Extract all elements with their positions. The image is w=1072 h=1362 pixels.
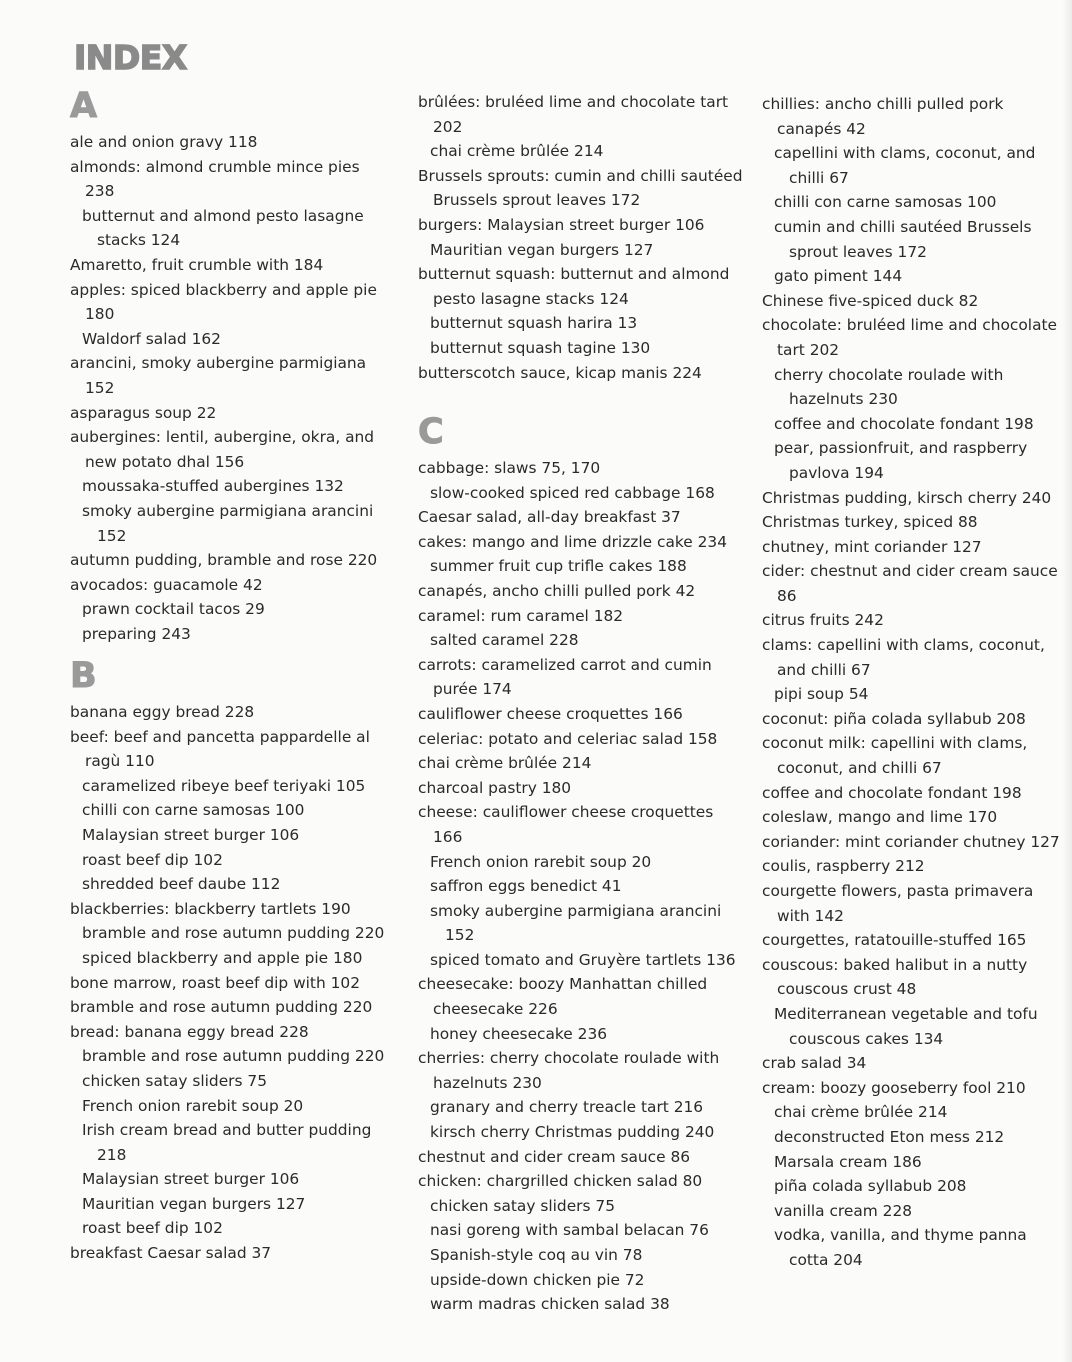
entry-list-a [62, 130, 392, 646]
index-subentry: slow-cooked spiced red cabbage 168 [430, 483, 715, 502]
letter-heading-b: B [70, 656, 97, 696]
entry-list-c [410, 456, 745, 1317]
index-subentry: capellini with clams, coconut, and chilli 67 [774, 144, 1036, 187]
continued-section-c [754, 92, 1068, 1273]
index-entry: cherries: cherry chocolate roulade with hazelnuts 230 [418, 1049, 720, 1092]
index-entry: beef: beef and pancetta pappardelle al ragù 110 [70, 727, 370, 771]
index-entry: couscous: baked halibut in a nutty couscous crust 48 [762, 955, 1028, 999]
index-subentry: deconstructed Eton mess 212 [774, 1127, 1005, 1146]
letter-section-a [62, 82, 392, 646]
index-subentry: bramble and rose autumn pudding 220 [82, 1047, 385, 1066]
index-entry: coconut: piña colada syllabub 208 [762, 709, 1026, 728]
index-subentry: coffee and chocolate fondant 198 [774, 414, 1034, 433]
index-subentry: cherry chocolate roulade with hazelnuts 230 [774, 365, 1004, 409]
index-subentry: salted caramel 228 [430, 631, 579, 650]
index-entry: brûlées: bruléed lime and chocolate tart 202 [418, 93, 729, 136]
index-subentry: chai crème brûlée 214 [774, 1103, 948, 1122]
index-subentry: chicken satay sliders 75 [82, 1071, 267, 1090]
index-entry: coleslaw, mango and lime 170 [762, 808, 998, 827]
index-entry: almonds: almond crumble mince pies 238 [70, 157, 360, 201]
index-entry: butternut squash: butternut and almond pesto lasagne stacks 124 [418, 265, 730, 308]
index-subentry: prawn cocktail tacos 29 [82, 600, 265, 619]
letter-heading-c: C [418, 412, 444, 452]
index-entry: Amaretto, fruit crumble with 184 [70, 255, 324, 274]
index-entry: cider: chestnut and cider cream sauce 86 [762, 562, 1058, 605]
index-entry: chocolate: bruléed lime and chocolate tart 202 [762, 316, 1057, 359]
index-entry: chillies: ancho chilli pulled pork canapés 42 [762, 95, 1004, 138]
index-subentry: preparing 243 [82, 624, 191, 643]
index-entry: bone marrow, roast beef dip with 102 [70, 973, 360, 992]
index-subentry: chicken satay sliders 75 [430, 1196, 615, 1215]
index-subentry: bramble and rose autumn pudding 220 [82, 924, 385, 943]
index-entry: Chinese five-spiced duck 82 [762, 291, 979, 310]
index-subentry: cumin and chilli sautéed Brussels sprout leaves 172 [774, 217, 1032, 261]
index-subentry: smoky aubergine parmigiana arancini 152 [430, 901, 722, 945]
page-title: INDEX [74, 38, 187, 77]
index-entry: asparagus soup 22 [70, 403, 217, 422]
continued-section-b [410, 90, 745, 385]
index-entry: celeriac: potato and celeriac salad 158 [418, 729, 718, 748]
index-entry: butterscotch sauce, kicap manis 224 [418, 363, 702, 382]
index-entry: caramel: rum caramel 182 [418, 606, 624, 625]
index-subentry: vodka, vanilla, and thyme panna cotta 204 [774, 1226, 1027, 1269]
index-entry: coffee and chocolate fondant 198 [762, 783, 1022, 802]
index-subentry: Malaysian street burger 106 [82, 1170, 300, 1189]
index-subentry: smoky aubergine parmigiana arancini 152 [82, 501, 374, 545]
index-subentry: nasi goreng with sambal belacan 76 [430, 1221, 709, 1240]
index-subentry: summer fruit cup trifle cakes 188 [430, 557, 687, 576]
index-entry: blackberries: blackberry tartlets 190 [70, 899, 351, 918]
index-entry: Christmas turkey, spiced 88 [762, 513, 978, 532]
index-entry: bramble and rose autumn pudding 220 [70, 998, 373, 1017]
index-entry: breakfast Caesar salad 37 [70, 1244, 272, 1263]
index-subentry: spiced tomato and Gruyère tartlets 136 [430, 950, 736, 969]
index-subentry: roast beef dip 102 [82, 850, 223, 869]
index-entry: chutney, mint coriander 127 [762, 537, 982, 556]
index-entry: crab salad 34 [762, 1054, 867, 1073]
index-subentry: honey cheesecake 236 [430, 1024, 608, 1043]
index-subentry: piña colada syllabub 208 [774, 1177, 967, 1196]
index-entry: cabbage: slaws 75, 170 [418, 459, 601, 477]
index-subentry: caramelized ribeye beef teriyaki 105 [82, 776, 366, 795]
index-subentry: French onion rarebit soup 20 [430, 852, 652, 871]
index-subentry: Mauritian vegan burgers 127 [430, 240, 654, 259]
index-entry: burgers: Malaysian street burger 106 [418, 215, 705, 234]
index-entry: apples: spiced blackberry and apple pie 180 [70, 280, 377, 324]
index-entry: coriander: mint coriander chutney 127 [762, 832, 1060, 851]
index-subentry: roast beef dip 102 [82, 1219, 223, 1238]
entry-list-b [62, 700, 392, 1266]
index-subentry: Waldorf salad 162 [82, 329, 221, 348]
index-entry: cream: boozy gooseberry fool 210 [762, 1078, 1026, 1097]
index-subentry: Spanish-style coq au vin 78 [430, 1246, 643, 1264]
index-subentry: Irish cream bread and butter pudding 218 [82, 1121, 372, 1164]
index-entry: clams: capellini with clams, coconut, and chilli 67 [762, 636, 1045, 679]
entry-list-c-continued [754, 92, 1068, 1273]
index-entry: Christmas pudding, kirsch cherry 240 [762, 488, 1052, 507]
index-subentry: Marsala cream 186 [774, 1152, 922, 1171]
index-subentry: pear, passionfruit, and raspberry pavlova 194 [774, 439, 1028, 482]
index-entry: banana eggy bread 228 [70, 703, 255, 721]
index-entry: cheese: cauliflower cheese croquettes 166 [418, 803, 714, 846]
index-subentry: warm madras chicken salad 38 [430, 1295, 670, 1314]
index-subentry: chilli con carne samosas 100 [774, 193, 997, 212]
index-entry: citrus fruits 242 [762, 611, 884, 630]
index-subentry: chilli con carne samosas 100 [82, 801, 305, 820]
index-subentry: vanilla cream 228 [774, 1201, 913, 1220]
index-subentry: shredded beef daube 112 [82, 875, 281, 894]
index-entry: courgette flowers, pasta primavera with 142 [762, 882, 1034, 925]
index-subentry: Mauritian vegan burgers 127 [82, 1194, 306, 1213]
entry-list-b-continued [410, 90, 745, 385]
index-subentry: saffron eggs benedict 41 [430, 877, 622, 896]
index-subentry: upside-down chicken pie 72 [430, 1270, 645, 1289]
index-entry: cauliflower cheese croquettes 166 [418, 704, 683, 723]
index-subentry: Mediterranean vegetable and tofu couscous cakes 134 [774, 1004, 1038, 1048]
index-entry: arancini, smoky aubergine parmigiana 152 [70, 354, 367, 397]
index-entry: Caesar salad, all-day breakfast 37 [418, 508, 681, 527]
letter-section-b [62, 652, 392, 1266]
index-subentry: Malaysian street burger 106 [82, 825, 300, 844]
index-subentry: butternut squash tagine 130 [430, 338, 651, 357]
index-entry: ale and onion gravy 118 [70, 133, 258, 151]
index-entry: cakes: mango and lime drizzle cake 234 [418, 532, 727, 551]
index-entry: cheesecake: boozy Manhattan chilled cheesecake 226 [418, 975, 708, 1019]
index-entry: Brussels sprouts: cumin and chilli sautéed Brussels sprout leaves 172 [418, 166, 743, 210]
index-entry: autumn pudding, bramble and rose 220 [70, 551, 378, 570]
letter-heading-a: A [70, 86, 98, 126]
index-entry: charcoal pastry 180 [418, 778, 572, 797]
index-entry: aubergines: lentil, aubergine, okra, and new potato dhal 156 [70, 428, 375, 471]
index-entry: chicken: chargrilled chicken salad 80 [418, 1172, 703, 1191]
index-entry: avocados: guacamole 42 [70, 575, 263, 594]
index-subentry: moussaka-stuffed aubergines 132 [82, 477, 344, 496]
index-entry: chai crème brûlée 214 [418, 754, 592, 773]
index-subentry: spiced blackberry and apple pie 180 [82, 948, 363, 967]
index-entry: coconut milk: capellini with clams, coconut, and chilli 67 [762, 734, 1028, 778]
index-subentry: gato piment 144 [774, 267, 903, 286]
index-subentry: butternut squash harira 13 [430, 314, 638, 333]
letter-section-c [410, 408, 745, 1317]
index-entry: chestnut and cider cream sauce 86 [418, 1147, 691, 1166]
index-entry: bread: banana eggy bread 228 [70, 1022, 309, 1041]
index-subentry: pipi soup 54 [774, 685, 869, 704]
index-subentry: butternut and almond pesto lasagne stacks 124 [82, 206, 364, 250]
index-subentry: chai crème brûlée 214 [430, 142, 604, 161]
index-entry: canapés, ancho chilli pulled pork 42 [418, 581, 696, 600]
index-subentry: French onion rarebit soup 20 [82, 1096, 304, 1115]
index-entry: courgettes, ratatouille-stuffed 165 [762, 931, 1027, 950]
index-entry: carrots: caramelized carrot and cumin purée 174 [418, 655, 712, 699]
index-subentry: granary and cherry treacle tart 216 [430, 1098, 704, 1117]
index-entry: coulis, raspberry 212 [762, 857, 925, 876]
index-subentry: kirsch cherry Christmas pudding 240 [430, 1123, 715, 1142]
